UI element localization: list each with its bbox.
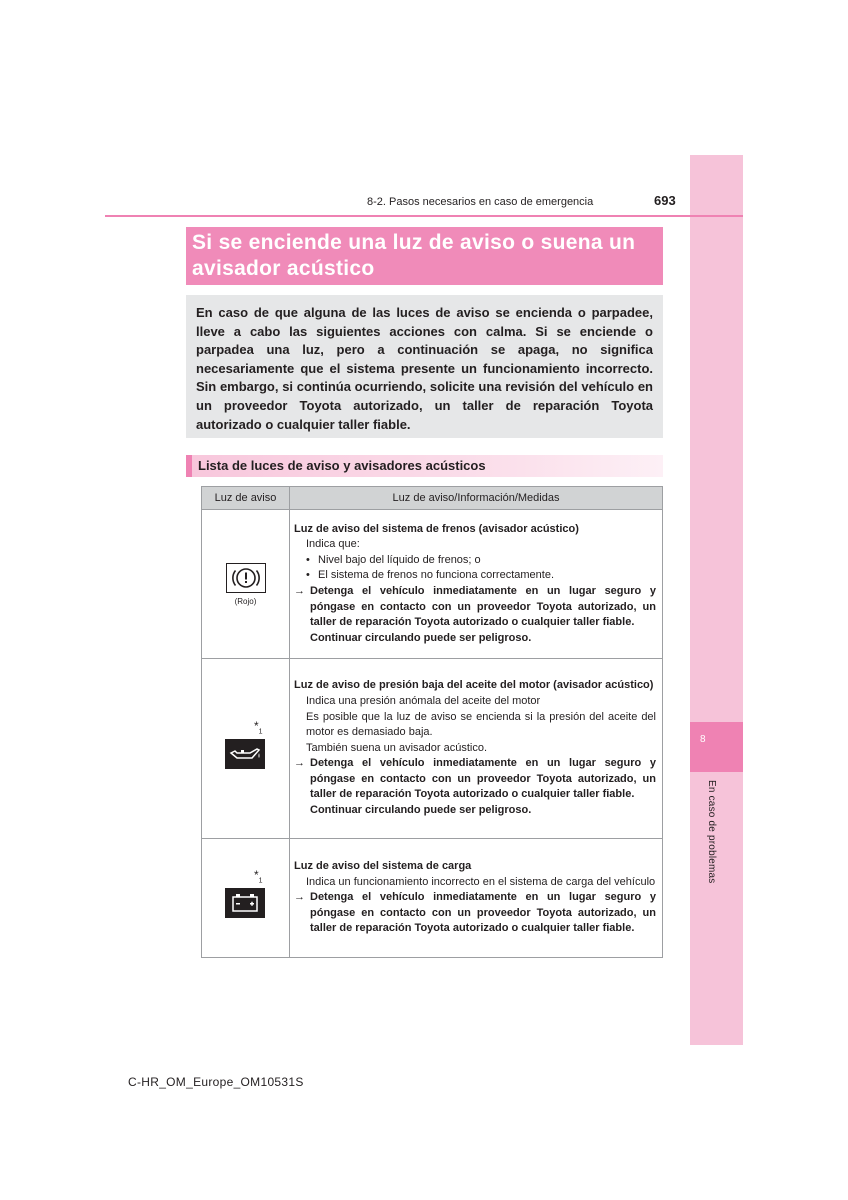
warning-table bbox=[201, 486, 663, 958]
oil-pressure-icon bbox=[225, 739, 265, 769]
icon-color-note: (Rojo) bbox=[234, 596, 257, 606]
row-bullet-text: El sistema de frenos no funciona correctamente. bbox=[318, 569, 555, 582]
header-section: 8-2. Pasos necesarios en caso de emergencia bbox=[367, 196, 594, 208]
table-header-row bbox=[202, 487, 663, 510]
intro-text: En caso de que alguna de las luces de aviso se encienda o parpadee, lleve a cabo las siguientes acciones con calma. Si se enciende o parpadea una luz, pero a continuación se apaga, no significa necesariamente que el sistema presente un funcionamiento incorrecto. Sin embargo, si continúa ocurriendo, solicite una revisión del vehículo en un proveedor Toyota autorizado, un taller de reparación Toyota autorizado o cualquier taller fiable. bbox=[196, 305, 653, 432]
row-title: Luz de aviso del sistema de frenos (avisador acústico) bbox=[294, 522, 579, 535]
brake-warning-icon bbox=[226, 563, 266, 593]
footnote-star: * bbox=[254, 718, 259, 733]
row-action bbox=[294, 756, 656, 803]
footnote-sub: 1 bbox=[258, 877, 263, 885]
row-line: También suena un avisador acústico. bbox=[306, 741, 487, 754]
row-bullet bbox=[294, 568, 656, 584]
footnote-sub: 1 bbox=[258, 727, 263, 735]
table-row bbox=[202, 839, 663, 958]
row-action bbox=[294, 584, 656, 631]
footer-code: C-HR_OM_Europe_OM10531S bbox=[128, 1075, 304, 1089]
desc-cell bbox=[290, 659, 663, 839]
arrow-icon: → bbox=[294, 757, 305, 770]
footnote-marker bbox=[254, 868, 263, 884]
row-line: Indica que: bbox=[306, 538, 360, 551]
icon-cell bbox=[202, 839, 290, 958]
footnote-marker bbox=[254, 719, 263, 735]
row-title: Luz de aviso de presión baja del aceite del motor (avisador acústico) bbox=[294, 679, 654, 692]
arrow-icon: → bbox=[294, 891, 305, 904]
row-action bbox=[294, 890, 656, 937]
row-continue: Continuar circulando puede ser peligroso. bbox=[310, 804, 532, 817]
side-tab-active[interactable] bbox=[690, 722, 743, 772]
arrow-icon: → bbox=[294, 585, 305, 597]
battery-charge-icon bbox=[225, 888, 265, 918]
desc-cell bbox=[290, 839, 663, 958]
header-rule bbox=[105, 215, 743, 217]
page-number: 693 bbox=[654, 193, 676, 208]
icon-cell bbox=[202, 659, 290, 839]
side-tab-label: En caso de problemas bbox=[706, 780, 717, 884]
row-bullet-text: Nivel bajo del líquido de frenos; o bbox=[318, 553, 481, 566]
footnote-star: * bbox=[254, 868, 259, 882]
row-line: Es posible que la luz de aviso se encienda si la presión del aceite del motor es demasiado baja. bbox=[306, 710, 656, 739]
row-line: Indica un funcionamiento incorrecto en el sistema de carga del vehículo bbox=[306, 875, 656, 888]
table-col2-header: Luz de aviso/Información/Medidas bbox=[290, 487, 663, 510]
side-tab-number: 8 bbox=[700, 734, 706, 745]
icon-cell bbox=[202, 510, 290, 659]
table-col1-header: Luz de aviso bbox=[202, 487, 290, 510]
row-continue: Continuar circulando puede ser peligroso. bbox=[310, 631, 532, 644]
side-tab bbox=[690, 155, 743, 1045]
row-action-text: Detenga el vehículo inmediatamente en un lugar seguro y póngase en contacto con un proveedor Toyota autorizado, un taller de reparación Toyota autorizado o cualquier taller fiable. bbox=[310, 585, 656, 629]
row-title: Luz de aviso del sistema de carga bbox=[294, 860, 472, 873]
row-action-text: Detenga el vehículo inmediatamente en un lugar seguro y póngase en contacto con un proveedor Toyota autorizado, un taller de reparación Toyota autorizado o cualquier taller fiable. bbox=[310, 757, 656, 801]
subheading: Lista de luces de aviso y avisadores acústicos bbox=[186, 455, 663, 477]
desc-cell bbox=[290, 510, 663, 659]
table-row bbox=[202, 659, 663, 839]
intro-box bbox=[186, 295, 663, 438]
row-bullet bbox=[294, 553, 656, 569]
row-action-text: Detenga el vehículo inmediatamente en un lugar seguro y póngase en contacto con un proveedor Toyota autorizado, un taller de reparación Toyota autorizado o cualquier taller fiable. bbox=[310, 891, 656, 935]
table-row bbox=[202, 510, 663, 659]
title-box bbox=[186, 227, 663, 285]
row-line: Indica una presión anómala del aceite del motor bbox=[306, 694, 541, 707]
page-title: Si se enciende una luz de aviso o suena un avisador acústico bbox=[192, 231, 636, 280]
